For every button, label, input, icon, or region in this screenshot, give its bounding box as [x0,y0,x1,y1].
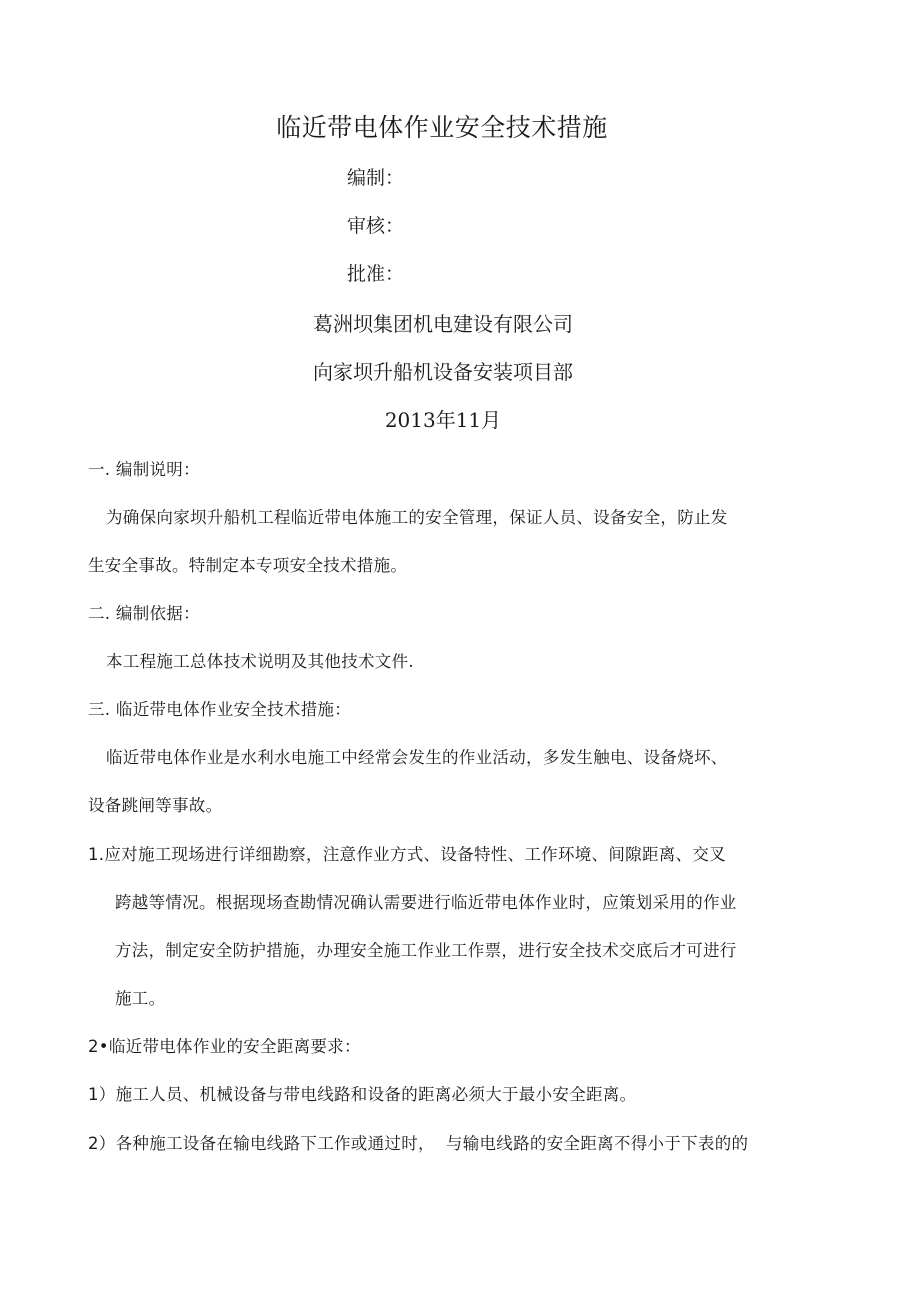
sub-item-1-number: 1） [88,1085,116,1104]
section-1-paragraph-line-1: 为确保向家坝升船机工程临近带电体施工的安全管理，保证人员、设备安全，防止发 [106,508,728,527]
item-2-text: 临近带电体作业的安全距离要求： [108,1037,361,1056]
sub-item-1 [88,1081,636,1105]
document-date: 2013年11月 [384,408,502,432]
department-name: 向家坝升船机设备安装项目部 [313,360,573,384]
sub-item-2-text: 各种施工设备在输电线路下工作或通过时， 与输电线路的安全距离不得小于下表的的 [115,1134,749,1153]
item-2-number: 2• [88,1037,109,1056]
approved-by-label: 批准： [347,263,405,285]
item-1-number: 1. [88,845,105,864]
company-name: 葛洲坝集团机电建设有限公司 [313,312,573,336]
section-3-paragraph-line-1: 临近带电体作业是水利水电施工中经常会发生的作业活动，多发生触电、设备烧坏、 [106,748,728,767]
document-title: 临近带电体作业安全技术措施 [276,113,608,142]
section-1-paragraph-line-2: 生安全事故。特制定本专项安全技术措施。 [88,556,408,575]
sub-item-2-number: 2） [88,1134,116,1153]
sub-item-1-text: 施工人员、机械设备与带电线路和设备的距离必须大于最小安全距离。 [115,1085,637,1104]
sub-item-2 [88,1130,748,1154]
item-1-line-3: 方法，制定安全防护措施，办理安全施工作业工作票，进行安全技术交底后才可进行 [115,941,737,960]
item-1-line-1: 应对施工现场进行详细勘察，注意作业方式、设备特性、工作环境、间隙距离、交叉 [104,845,726,864]
item-1-line-4: 施工。 [115,989,166,1008]
compiled-by-label: 编制： [347,167,405,189]
section-3-paragraph-line-2: 设备跳闸等事故。 [88,796,223,815]
item-1 [88,841,726,865]
reviewed-by-label: 审核： [347,215,405,237]
item-1-line-2: 跨越等情况。根据现场查勘情况确认需要进行临近带电体作业时，应策划采用的作业 [115,893,737,912]
item-2 [88,1033,361,1057]
section-1-heading: 一. 编制说明： [88,460,200,479]
section-3-heading: 三. 临近带电体作业安全技术措施： [88,700,352,719]
section-2-paragraph: 本工程施工总体技术说明及其他技术文件. [106,652,414,671]
section-2-heading: 二. 编制依据： [88,604,200,623]
